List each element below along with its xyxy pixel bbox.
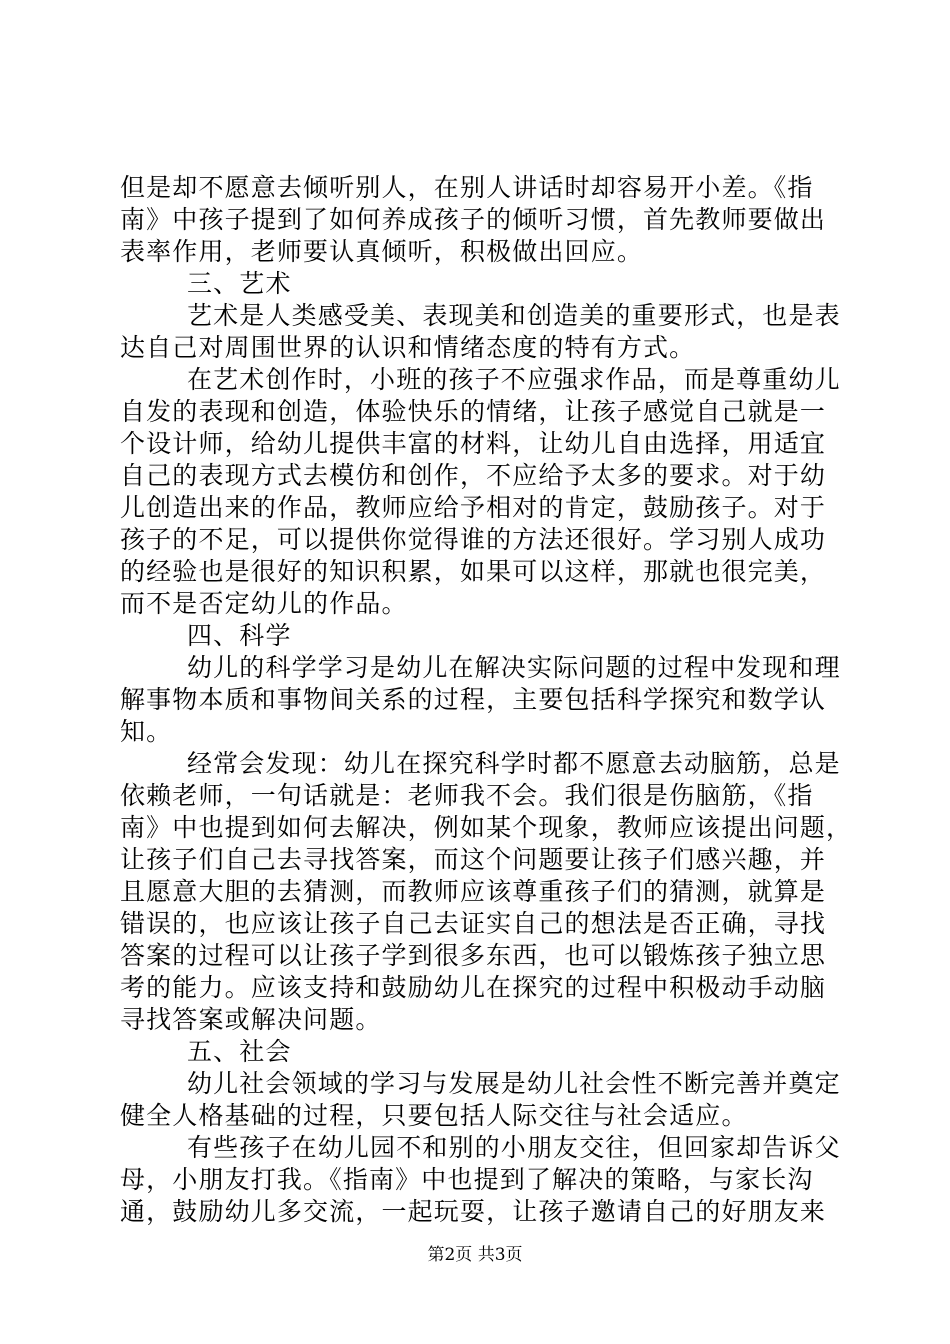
text-line: 考的能力。应该支持和鼓励幼儿在探究的过程中积极动手动脑 bbox=[120, 973, 827, 1002]
text-line: 表率作用，老师要认真倾听，积极做出回应。 bbox=[120, 237, 644, 266]
section-heading-art: 三、艺术 bbox=[187, 269, 292, 298]
text-line: 知。 bbox=[120, 717, 173, 746]
text-line: 通，鼓励幼儿多交流，一起玩耍，让孩子邀请自己的好朋友来 bbox=[120, 1197, 827, 1226]
text-line: 个设计师，给幼儿提供丰富的材料，让幼儿自由选择，用适宜 bbox=[120, 429, 827, 458]
text-line: 但是却不愿意去倾听别人，在别人讲话时却容易开小差。《指 bbox=[120, 173, 814, 202]
text-line: 依赖老师，一句话就是：老师我不会。我们很是伤脑筋，《指 bbox=[120, 781, 814, 810]
section-heading-science: 四、科学 bbox=[187, 621, 292, 650]
paragraph-start: 在艺术创作时，小班的孩子不应强求作品，而是尊重幼儿 bbox=[187, 365, 841, 394]
text-line: 的经验也是很好的知识积累，如果可以这样，那就也很完美， bbox=[120, 557, 827, 586]
text-line: 答案的过程可以让孩子学到很多东西，也可以锻炼孩子独立思 bbox=[120, 941, 827, 970]
text-line: 且愿意大胆的去猜测，而教师应该尊重孩子们的猜测，就算是 bbox=[120, 877, 827, 906]
text-line: 让孩子们自己去寻找答案，而这个问题要让孩子们感兴趣，并 bbox=[120, 845, 827, 874]
section-heading-society: 五、社会 bbox=[187, 1037, 292, 1066]
text-line: 孩子的不足，可以提供你觉得谁的方法还很好。学习别人成功 bbox=[120, 525, 827, 554]
text-line: 解事物本质和事物间关系的过程，主要包括科学探究和数学认 bbox=[120, 685, 827, 714]
page-footer bbox=[0, 1245, 950, 1265]
text-line: 南》中也提到如何去解决，例如某个现象，教师应该提出问题， bbox=[120, 813, 853, 842]
text-line: 健全人格基础的过程，只要包括人际交往与社会适应。 bbox=[120, 1101, 748, 1130]
text-line: 自发的表现和创造，体验快乐的情绪，让孩子感觉自己就是一 bbox=[120, 397, 827, 426]
text-line: 错误的，也应该让孩子自己去证实自己的想法是否正确，寻找 bbox=[120, 909, 827, 938]
paragraph-start: 幼儿社会领域的学习与发展是幼儿社会性不断完善并奠定 bbox=[187, 1069, 841, 1098]
text-line: 自己的表现方式去模仿和创作，不应给予太多的要求。对于幼 bbox=[120, 461, 827, 490]
paragraph-start: 幼儿的科学学习是幼儿在解决实际问题的过程中发现和理 bbox=[187, 653, 841, 682]
text-line: 南》中孩子提到了如何养成孩子的倾听习惯，首先教师要做出 bbox=[120, 205, 827, 234]
text-line: 儿创造出来的作品，教师应给予相对的肯定，鼓励孩子。对于 bbox=[120, 493, 827, 522]
page-number-label: 第2页 共3页 bbox=[427, 1245, 523, 1265]
paragraph-start: 有些孩子在幼儿园不和别的小朋友交往，但回家却告诉父 bbox=[187, 1133, 841, 1162]
paragraph-start: 经常会发现：幼儿在探究科学时都不愿意去动脑筋，总是 bbox=[187, 749, 841, 778]
document-body bbox=[120, 172, 853, 1228]
paragraph-start: 艺术是人类感受美、表现美和创造美的重要形式，也是表 bbox=[187, 301, 841, 330]
text-line: 达自己对周围世界的认识和情绪态度的特有方式。 bbox=[120, 333, 696, 362]
text-line: 寻找答案或解决问题。 bbox=[120, 1005, 382, 1034]
text-line: 母，小朋友打我。《指南》中也提到了解决的策略，与家长沟 bbox=[120, 1165, 814, 1194]
text-line: 而不是否定幼儿的作品。 bbox=[120, 589, 408, 618]
